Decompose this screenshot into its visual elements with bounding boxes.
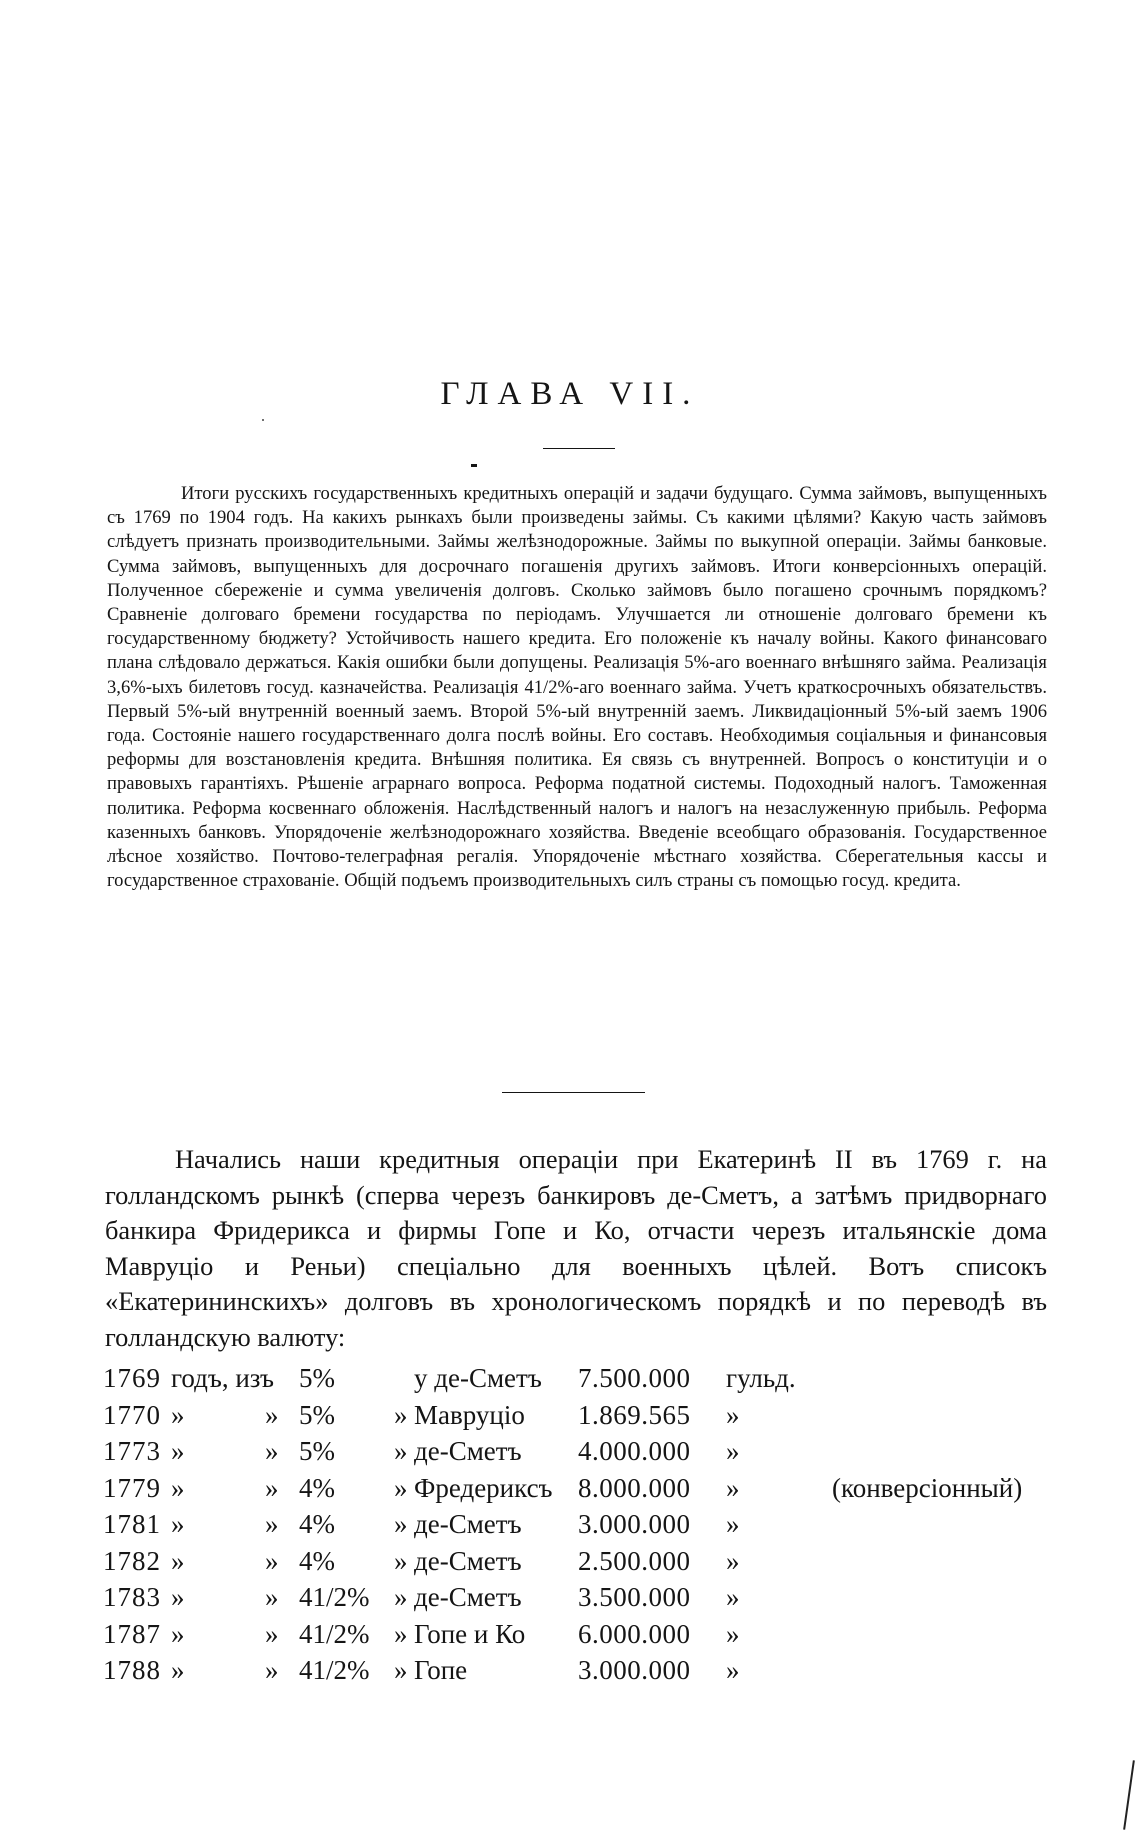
debt-amount: 2.500.000 bbox=[578, 1545, 691, 1576]
ink-dash bbox=[471, 464, 477, 467]
table-row bbox=[103, 1473, 1053, 1507]
debt-note: (конверсіонный) bbox=[832, 1472, 1023, 1503]
debt-year: 1787 bbox=[103, 1618, 161, 1649]
ditto-mark: годъ, изъ bbox=[171, 1363, 274, 1393]
margin-pencil-stroke bbox=[1123, 1760, 1135, 1830]
debt-rate: 41/2% bbox=[299, 1655, 370, 1685]
ink-speck bbox=[262, 419, 264, 421]
ditto-mark: » bbox=[265, 1472, 279, 1503]
debt-banker: у де-Сметъ bbox=[414, 1363, 542, 1393]
table-row bbox=[103, 1400, 1053, 1434]
ditto-mark: » bbox=[171, 1545, 185, 1576]
debt-banker: Гопе и Ко bbox=[414, 1618, 526, 1649]
debt-year: 1782 bbox=[103, 1545, 161, 1576]
ditto-mark: » bbox=[394, 1545, 408, 1576]
debt-banker: де-Сметъ bbox=[414, 1582, 522, 1612]
chapter-summary: Итоги русскихъ государственныхъ кредитныхъ операцій и задачи будущаго. Сумма займовъ, выпущенныхъ съ 1769 по 1904 годъ. На какихъ рынкахъ были произведены займы. Съ какими цѣлями? Какую часть займовъ слѣдуетъ признать производительными. Займы желѣзнодорожные. Займы по выкупной операціи. Займы банковые. Сумма займовъ, выпущенныхъ для досрочнаго погашенія другихъ займовъ. Итоги конверсіонныхъ операцій. Полученное сбереженіе и сумма увеличенія долговъ. Сколько займовъ было погашено срочнымъ порядкомъ? Сравненіе долговаго бремени государства по періодамъ. Улучшается ли отношеніе долговаго бремени къ государственному бюджету? Устойчивость нашего кредита. Его положеніе къ началу войны. Какого финансоваго плана слѣдовало держаться. Какія ошибки были допущены. Реализація 5%-аго военнаго внѣшняго займа. Реализація 3,6%-ыхъ билетовъ госуд. казначейства. Реализація 41/2%-аго военнаго займа. Учетъ краткосрочныхъ обязательствъ. Первый 5%-ый внутренній военный заемъ. Второй 5%-ый внутренній заемъ. Ликвидаціонный 5%-ый заемъ 1906 года. Состояніе нашего государственнаго долга послѣ войны. Его составъ. Необходимыя соціальныя и финансовыя реформы для возстановленія кредита. Внѣшняя политика. Ея связь съ внутренней. Вопросъ о конституціи и о правовыхъ гарантіяхъ. Рѣшеніе аграрнаго вопроса. Реформа податной системы. Подоходный налогъ. Таможенная политика. Реформа косвеннаго обложенія. Наслѣдственный налогъ и налогъ на незаслуженную прибыль. Реформа казенныхъ банковъ. Упорядоченіе желѣзнодорожнаго хозяйства. Введеніе всеобщаго образованія. Государственное лѣсное хозяйство. Почтово-телеграфная регалія. Упорядоченіе мѣстнаго хозяйства. Сберегательныя кассы и государственное страхованіе. Общій подъемъ производительныхъ силъ страны съ помощью госуд. кредита. bbox=[107, 483, 1047, 892]
ditto-mark: » bbox=[265, 1618, 279, 1649]
ditto-mark: » bbox=[265, 1655, 279, 1685]
ditto-mark: » bbox=[265, 1436, 279, 1466]
debt-year: 1779 bbox=[103, 1472, 161, 1503]
ditto-mark: » bbox=[171, 1618, 185, 1649]
debt-rate: 5% bbox=[299, 1363, 335, 1393]
debt-year: 1788 bbox=[103, 1655, 161, 1685]
table-row bbox=[103, 1655, 1053, 1689]
debt-unit: » bbox=[726, 1509, 740, 1539]
debt-amount: 3.000.000 bbox=[578, 1655, 691, 1685]
debt-banker: де-Сметъ bbox=[414, 1509, 522, 1539]
debt-rate: 5% bbox=[299, 1436, 335, 1466]
debt-rate: 4% bbox=[299, 1472, 335, 1503]
debt-unit: » bbox=[726, 1618, 740, 1649]
debt-rate: 5% bbox=[299, 1399, 335, 1430]
ditto-mark: » bbox=[171, 1472, 185, 1503]
title-divider bbox=[543, 448, 615, 449]
ditto-mark: » bbox=[394, 1436, 408, 1466]
table-row bbox=[103, 1509, 1053, 1543]
debt-amount: 3.500.000 bbox=[578, 1582, 691, 1612]
ditto-mark: » bbox=[171, 1436, 185, 1466]
debt-year: 1781 bbox=[103, 1509, 161, 1539]
table-row bbox=[103, 1363, 1053, 1397]
debt-banker: де-Сметъ bbox=[414, 1545, 522, 1576]
debt-unit: » bbox=[726, 1472, 740, 1503]
debt-unit: » bbox=[726, 1399, 740, 1430]
summary-divider bbox=[502, 1092, 645, 1093]
debt-year: 1770 bbox=[103, 1399, 161, 1430]
ditto-mark: » bbox=[265, 1509, 279, 1539]
debt-amount: 1.869.565 bbox=[578, 1399, 691, 1430]
body-paragraph: Начались наши кредитныя операціи при Екатеринѣ II въ 1769 г. на голландскомъ рынкѣ (сперва черезъ банкировъ де-Сметъ, а затѣмъ придворнаго банкира Фридерикса и фирмы Гопе и Ко, отчасти черезъ итальянскіе дома Мавруціо и Реньи) спеціально для военныхъ цѣлей. Вотъ списокъ «Екатерининскихъ» долговъ въ хронологическомъ порядкѣ и по переводѣ въ голландскую валюту: bbox=[105, 1144, 1047, 1352]
debt-unit: » bbox=[726, 1545, 740, 1576]
debt-banker: де-Сметъ bbox=[414, 1436, 522, 1466]
debt-amount: 4.000.000 bbox=[578, 1436, 691, 1466]
table-row bbox=[103, 1582, 1053, 1616]
debt-unit: » bbox=[726, 1655, 740, 1685]
ditto-mark: » bbox=[394, 1655, 408, 1685]
ditto-mark: » bbox=[394, 1618, 408, 1649]
debts-table bbox=[103, 1363, 1053, 1693]
debt-year: 1783 bbox=[103, 1582, 161, 1612]
ditto-mark: » bbox=[265, 1399, 279, 1430]
debt-rate: 41/2% bbox=[299, 1582, 370, 1612]
debt-rate: 41/2% bbox=[299, 1618, 370, 1649]
debt-rate: 4% bbox=[299, 1509, 335, 1539]
ditto-mark: » bbox=[394, 1509, 408, 1539]
table-row bbox=[103, 1619, 1053, 1653]
ditto-mark: » bbox=[265, 1582, 279, 1612]
debt-amount: 8.000.000 bbox=[578, 1472, 691, 1503]
ditto-mark: » bbox=[171, 1582, 185, 1612]
ditto-mark: » bbox=[171, 1509, 185, 1539]
debt-amount: 3.000.000 bbox=[578, 1509, 691, 1539]
debt-amount: 7.500.000 bbox=[578, 1363, 691, 1393]
debt-banker: Гопе bbox=[414, 1655, 468, 1685]
debt-unit: » bbox=[726, 1436, 740, 1466]
ditto-mark: » bbox=[265, 1545, 279, 1576]
debt-rate: 4% bbox=[299, 1545, 335, 1576]
debt-year: 1773 bbox=[103, 1436, 161, 1466]
table-row bbox=[103, 1546, 1053, 1580]
ditto-mark: » bbox=[171, 1399, 185, 1430]
ditto-mark: » bbox=[171, 1655, 185, 1685]
ditto-mark: » bbox=[394, 1582, 408, 1612]
debt-banker: Фредериксъ bbox=[414, 1472, 553, 1503]
debt-unit: гульд. bbox=[726, 1363, 796, 1393]
ditto-mark: » bbox=[394, 1399, 408, 1430]
debt-unit: » bbox=[726, 1582, 740, 1612]
debt-amount: 6.000.000 bbox=[578, 1618, 691, 1649]
debt-banker: Мавруціо bbox=[414, 1399, 525, 1430]
ditto-mark: » bbox=[394, 1472, 408, 1503]
table-row bbox=[103, 1436, 1053, 1470]
chapter-title: ГЛАВА VII. bbox=[440, 376, 700, 412]
debt-year: 1769 bbox=[103, 1363, 161, 1393]
